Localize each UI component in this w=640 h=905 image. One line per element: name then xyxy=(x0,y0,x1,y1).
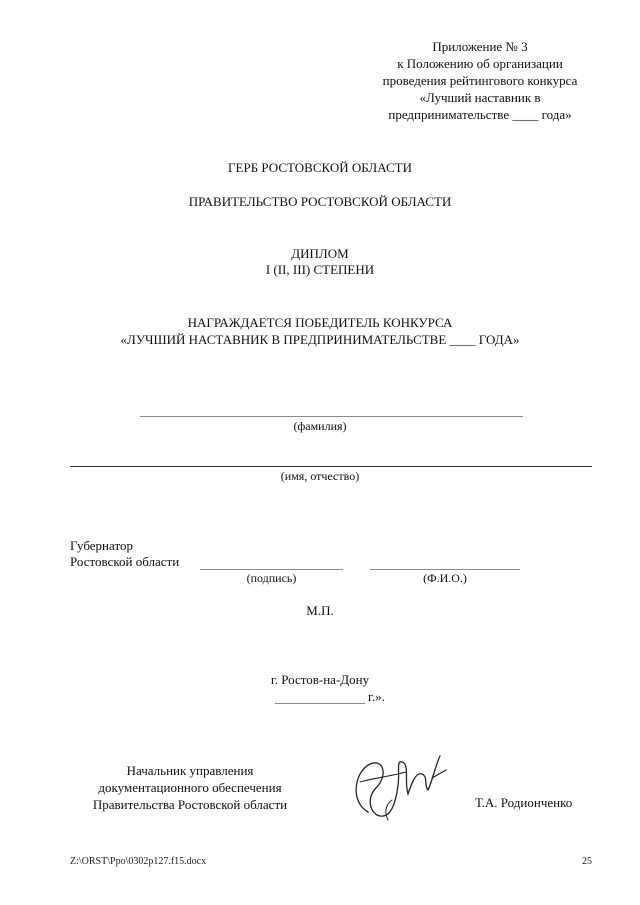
surname-line xyxy=(140,416,523,417)
appendix-line: предпринимательстве ____ года» xyxy=(388,107,572,122)
appendix-line: Приложение № 3 xyxy=(432,39,528,54)
page-number: 25 xyxy=(582,856,592,867)
official-name: Т.А. Родионченко xyxy=(475,795,573,810)
governor-region: Ростовской области xyxy=(70,554,180,569)
handwritten-signature xyxy=(340,742,450,824)
city-label: г. Ростов-на-Дону xyxy=(270,672,370,687)
official-title-line: документационного обеспечения xyxy=(98,780,282,795)
signature-caption: (подпись) xyxy=(246,571,297,585)
official-title-block xyxy=(70,762,310,813)
appendix-block xyxy=(360,38,600,123)
official-title-line: Правительства Ростовской области xyxy=(92,797,288,812)
date-suffix: г.». xyxy=(368,689,385,704)
award-line: «ЛУЧШИЙ НАСТАВНИК В ПРЕДПРИНИМАТЕЛЬСТВЕ ____ ГОДА» xyxy=(120,332,520,347)
signature-line xyxy=(200,569,343,570)
name-caption: (имя, отчество) xyxy=(280,469,360,483)
government-title: ПРАВИТЕЛЬСТВО РОСТОВСКОЙ ОБЛАСТИ xyxy=(188,194,452,209)
diploma-degree: I (II, III) СТЕПЕНИ xyxy=(265,262,375,277)
governor-title: Губернатор xyxy=(70,538,133,553)
appendix-line: «Лучший наставник в xyxy=(419,90,541,105)
emblem-placeholder: ГЕРБ РОСТОВСКОЙ ОБЛАСТИ xyxy=(228,160,412,175)
official-title-line: Начальник управления xyxy=(126,763,254,778)
fio-caption: (Ф.И.О.) xyxy=(423,571,467,585)
date-line xyxy=(275,703,365,704)
surname-caption: (фамилия) xyxy=(293,419,347,433)
fio-line xyxy=(370,569,520,570)
award-line: НАГРАЖДАЕТСЯ ПОБЕДИТЕЛЬ КОНКУРСА xyxy=(187,315,453,330)
name-line xyxy=(70,466,592,467)
seal-label: М.П. xyxy=(306,603,334,618)
footer-file-path: Z:\ORST\Ppo\0302p127.f15.docx xyxy=(70,856,207,867)
appendix-line: проведения рейтингового конкурса xyxy=(382,73,578,88)
diploma-title: ДИПЛОМ xyxy=(291,246,349,261)
appendix-line: к Положению об организации xyxy=(397,56,563,71)
